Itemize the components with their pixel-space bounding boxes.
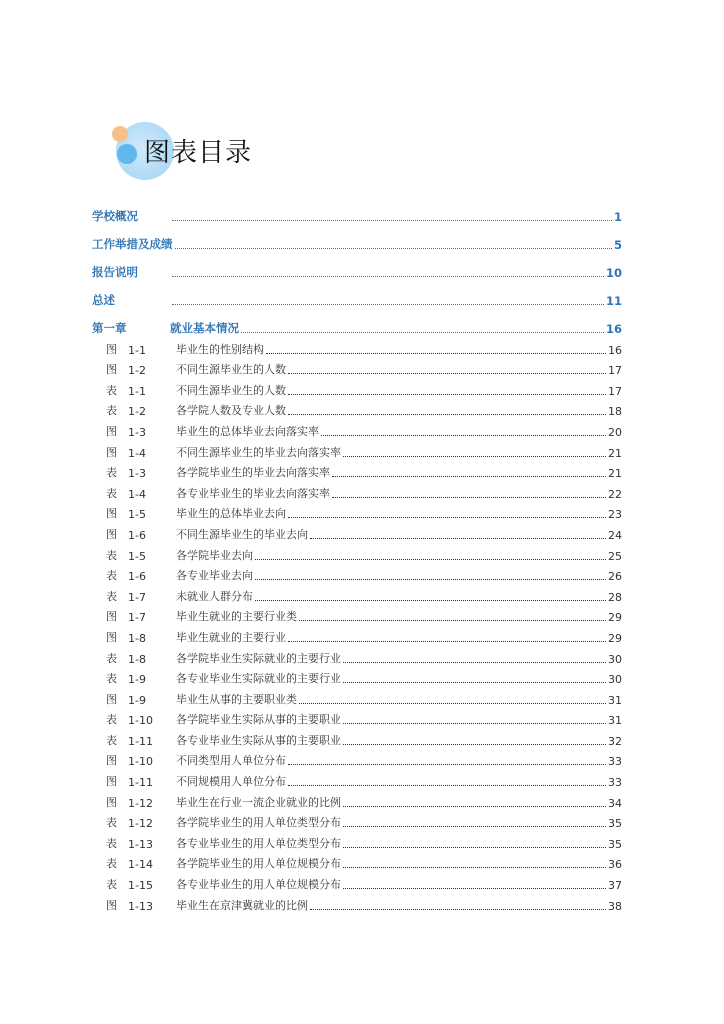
- entry-title: 各学院人数及专业人数: [176, 404, 286, 418]
- dot-leader: [343, 658, 606, 663]
- page-number: 30: [608, 652, 622, 666]
- page-number: 17: [608, 364, 622, 378]
- toc-entry-row[interactable]: [92, 871, 622, 892]
- entry-kind: 图: [106, 898, 117, 912]
- entry-title: 各专业毕业去向: [176, 569, 253, 583]
- entry-title: 毕业生的总体毕业去向: [176, 507, 286, 521]
- entry-kind: 图: [106, 795, 117, 809]
- dot-leader: [266, 349, 606, 354]
- entry-number: 1-3: [128, 467, 146, 481]
- entry-title: 不同生源毕业生的人数: [176, 363, 286, 377]
- section-label: 学校概况: [92, 209, 138, 223]
- entry-title: 不同生源毕业生的人数: [176, 383, 286, 397]
- page-title: 图表目录: [144, 138, 253, 168]
- entry-title: 各学院毕业生的毕业去向落实率: [176, 466, 330, 480]
- entry-kind: 图: [106, 630, 117, 644]
- entry-kind: 表: [106, 713, 117, 727]
- entry-title: 各专业毕业生实际从事的主要职业: [176, 733, 341, 747]
- dot-leader: [175, 244, 612, 249]
- page-number: 22: [608, 487, 622, 501]
- dot-leader: [288, 781, 606, 786]
- dot-leader: [343, 719, 606, 724]
- page-number: 37: [608, 879, 622, 893]
- decorative-dot-blue-icon: [117, 144, 137, 164]
- entry-number: 1-6: [128, 570, 146, 584]
- dot-leader: [288, 637, 606, 642]
- entry-number: 1-5: [128, 508, 146, 522]
- entry-kind: 图: [106, 445, 117, 459]
- page-number: 29: [608, 631, 622, 645]
- section-label: 总述: [92, 293, 115, 307]
- entry-kind: 表: [106, 878, 117, 892]
- entry-kind: 表: [106, 816, 117, 830]
- page-number: 35: [608, 837, 622, 851]
- entry-kind: 表: [106, 466, 117, 480]
- toc-entry-row[interactable]: [92, 851, 622, 872]
- dot-leader: [172, 216, 612, 221]
- toc-entry-row[interactable]: [92, 521, 622, 542]
- entry-number: 1-1: [128, 384, 146, 398]
- toc-header: [108, 118, 308, 188]
- entry-kind: 图: [106, 507, 117, 521]
- page-number: 25: [608, 549, 622, 563]
- entry-kind: 表: [106, 486, 117, 500]
- entry-title: 毕业生的总体毕业去向落实率: [176, 424, 319, 438]
- entry-kind: 图: [106, 775, 117, 789]
- entry-kind: 表: [106, 404, 117, 418]
- page-number: 26: [608, 570, 622, 584]
- entry-title: 各专业毕业生实际就业的主要行业: [176, 672, 341, 686]
- dot-leader: [255, 555, 606, 560]
- entry-number: 1-12: [128, 796, 153, 810]
- entry-kind: 表: [106, 733, 117, 747]
- page-number: 38: [608, 899, 622, 913]
- entry-number: 1-11: [128, 734, 153, 748]
- page-number: 32: [608, 734, 622, 748]
- dot-leader: [288, 390, 606, 395]
- toc-entry-row[interactable]: [92, 563, 622, 584]
- toc-entry-row[interactable]: [92, 624, 622, 645]
- dot-leader: [343, 822, 606, 827]
- entry-title: 各专业毕业生的用人单位类型分布: [176, 836, 341, 850]
- entry-title: 各专业毕业生的用人单位规模分布: [176, 878, 341, 892]
- section-title: 就业基本情况: [170, 321, 239, 335]
- toc-entry-row[interactable]: [92, 748, 622, 769]
- entry-number: 1-7: [128, 590, 146, 604]
- entry-title: 毕业生在京津冀就业的比例: [176, 898, 308, 912]
- page-number: 18: [608, 405, 622, 419]
- entry-kind: 表: [106, 589, 117, 603]
- page-number: 35: [608, 817, 622, 831]
- entry-title: 各学院毕业去向: [176, 548, 253, 562]
- entry-number: 1-10: [128, 714, 153, 728]
- entry-number: 1-4: [128, 446, 146, 460]
- toc-section-row[interactable]: [92, 280, 622, 308]
- toc-entry-row[interactable]: [92, 666, 622, 687]
- toc-entry-row[interactable]: [92, 460, 622, 481]
- toc-entry-row[interactable]: [92, 501, 622, 522]
- entry-number: 1-14: [128, 858, 153, 872]
- dot-leader: [172, 300, 604, 305]
- toc-entry-row[interactable]: [92, 377, 622, 398]
- dot-leader: [288, 410, 606, 415]
- dot-leader: [343, 802, 606, 807]
- entry-title: 不同生源毕业生的毕业去向落实率: [176, 445, 341, 459]
- section-label: 报告说明: [92, 265, 138, 279]
- entry-title: 不同类型用人单位分布: [176, 754, 286, 768]
- entry-number: 1-5: [128, 549, 146, 563]
- entry-kind: 表: [106, 672, 117, 686]
- toc-entry-row[interactable]: [92, 768, 622, 789]
- entry-kind: 表: [106, 548, 117, 562]
- page-number: 30: [608, 673, 622, 687]
- toc-entry-row[interactable]: [92, 357, 622, 378]
- entry-title: 未就业人群分布: [176, 589, 253, 603]
- table-of-contents: [92, 196, 622, 913]
- entry-title: 毕业生的性别结构: [176, 342, 264, 356]
- entry-title: 毕业生在行业一流企业就业的比例: [176, 795, 341, 809]
- entry-number: 1-1: [128, 343, 146, 357]
- dot-leader: [343, 863, 606, 868]
- dot-leader: [172, 272, 604, 277]
- page-number: 11: [605, 294, 622, 308]
- entry-number: 1-12: [128, 817, 153, 831]
- entry-number: 1-13: [128, 899, 153, 913]
- dot-leader: [288, 369, 606, 374]
- dot-leader: [255, 575, 606, 580]
- toc-entry-row[interactable]: [92, 707, 622, 728]
- entry-kind: 表: [106, 383, 117, 397]
- entry-kind: 图: [106, 692, 117, 706]
- entry-kind: 图: [106, 424, 117, 438]
- toc-entry-row[interactable]: [92, 418, 622, 439]
- entry-kind: 图: [106, 527, 117, 541]
- toc-entry-row[interactable]: [92, 336, 622, 357]
- entry-kind: 图: [106, 610, 117, 624]
- dot-leader: [288, 513, 606, 518]
- section-label: 第一章: [92, 321, 127, 335]
- toc-entry-row[interactable]: [92, 542, 622, 563]
- page-number: 21: [608, 467, 622, 481]
- entry-kind: 表: [106, 857, 117, 871]
- dot-leader: [343, 452, 606, 457]
- entry-number: 1-9: [128, 673, 146, 687]
- entry-kind: 图: [106, 342, 117, 356]
- page-number: 17: [608, 384, 622, 398]
- dot-leader: [310, 905, 606, 910]
- dot-leader: [332, 493, 606, 498]
- page-number: 24: [608, 528, 622, 542]
- dot-leader: [299, 699, 606, 704]
- toc-section-row[interactable]: [92, 308, 622, 336]
- entry-kind: 图: [106, 754, 117, 768]
- page-number: 34: [608, 796, 622, 810]
- page-number: 16: [605, 322, 622, 336]
- toc-entry-row[interactable]: [92, 439, 622, 460]
- entry-kind: 图: [106, 363, 117, 377]
- page-number: 36: [608, 858, 622, 872]
- page-number: 33: [608, 776, 622, 790]
- entry-title: 各学院毕业生实际就业的主要行业: [176, 651, 341, 665]
- dot-leader: [255, 596, 606, 601]
- dot-leader: [343, 678, 606, 683]
- entry-kind: 表: [106, 836, 117, 850]
- entry-title: 毕业生就业的主要行业: [176, 630, 286, 644]
- dot-leader: [332, 472, 606, 477]
- page-number: 29: [608, 611, 622, 625]
- toc-entry-row[interactable]: [92, 480, 622, 501]
- toc-section-row[interactable]: [92, 252, 622, 280]
- entry-number: 1-10: [128, 755, 153, 769]
- entry-number: 1-13: [128, 837, 153, 851]
- page-number: 1: [613, 210, 622, 224]
- entry-number: 1-4: [128, 487, 146, 501]
- entry-title: 毕业生从事的主要职业类: [176, 692, 297, 706]
- dot-leader: [343, 884, 606, 889]
- entry-title: 各学院毕业生的用人单位类型分布: [176, 816, 341, 830]
- toc-entry-row[interactable]: [92, 727, 622, 748]
- dot-leader: [310, 534, 606, 539]
- page-number: 31: [608, 693, 622, 707]
- entry-kind: 表: [106, 651, 117, 665]
- page-number: 33: [608, 755, 622, 769]
- entry-number: 1-7: [128, 611, 146, 625]
- dot-leader: [288, 760, 606, 765]
- toc-entry-row[interactable]: [92, 830, 622, 851]
- entry-number: 1-2: [128, 405, 146, 419]
- entry-title: 毕业生就业的主要行业类: [176, 610, 297, 624]
- page-number: 28: [608, 590, 622, 604]
- entry-number: 1-11: [128, 776, 153, 790]
- toc-entry-row[interactable]: [92, 604, 622, 625]
- entry-number: 1-8: [128, 652, 146, 666]
- entry-title: 各学院毕业生实际从事的主要职业: [176, 713, 341, 727]
- entry-title: 各学院毕业生的用人单位规模分布: [176, 857, 341, 871]
- toc-entry-row[interactable]: [92, 892, 622, 913]
- page-number: 10: [605, 266, 622, 280]
- toc-entry-row[interactable]: [92, 686, 622, 707]
- toc-entry-row[interactable]: [92, 645, 622, 666]
- entry-title: 不同规模用人单位分布: [176, 775, 286, 789]
- dot-leader: [343, 740, 606, 745]
- dot-leader: [343, 843, 606, 848]
- toc-section-row[interactable]: [92, 224, 622, 252]
- entry-number: 1-15: [128, 879, 153, 893]
- page-number: 16: [608, 343, 622, 357]
- entry-title: 各专业毕业生的毕业去向落实率: [176, 486, 330, 500]
- page-number: 20: [608, 425, 622, 439]
- toc-entry-row[interactable]: [92, 398, 622, 419]
- toc-entry-row[interactable]: [92, 789, 622, 810]
- dot-leader: [299, 616, 606, 621]
- toc-section-row[interactable]: [92, 196, 622, 224]
- decorative-dot-orange-icon: [112, 126, 128, 142]
- entry-kind: 表: [106, 569, 117, 583]
- entry-number: 1-3: [128, 425, 146, 439]
- entry-number: 1-2: [128, 364, 146, 378]
- entry-number: 1-8: [128, 631, 146, 645]
- entry-number: 1-9: [128, 693, 146, 707]
- section-label: 工作举措及成绩: [92, 237, 173, 251]
- entry-title: 不同生源毕业生的毕业去向: [176, 527, 308, 541]
- page-number: 5: [613, 238, 622, 252]
- toc-entry-row[interactable]: [92, 583, 622, 604]
- page-number: 31: [608, 714, 622, 728]
- toc-entry-row[interactable]: [92, 810, 622, 831]
- entry-number: 1-6: [128, 528, 146, 542]
- dot-leader: [241, 328, 604, 333]
- page-number: 23: [608, 508, 622, 522]
- dot-leader: [321, 431, 606, 436]
- page-number: 21: [608, 446, 622, 460]
